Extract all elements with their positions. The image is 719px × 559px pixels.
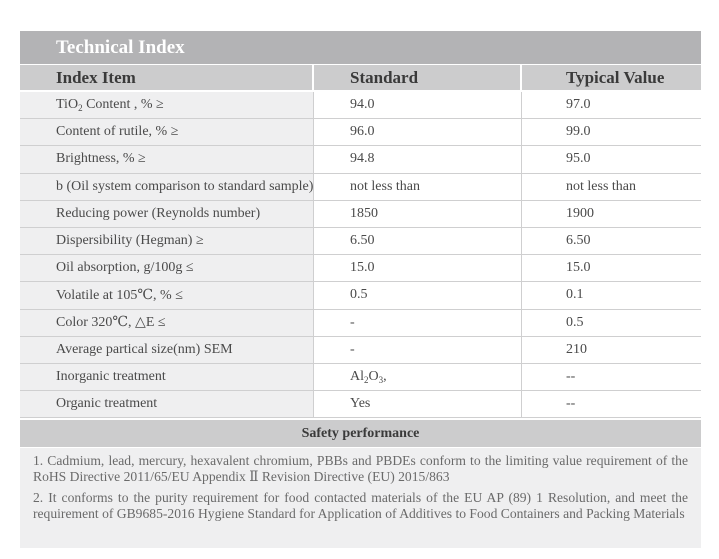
row-item: Color 320℃, △E ≤ (20, 310, 314, 337)
row-typical: 97.0 (522, 92, 701, 119)
table-row (20, 174, 701, 201)
row-typical: 1900 (522, 201, 701, 228)
table-row (20, 364, 701, 391)
row-item: Brightness, % ≥ (20, 146, 314, 173)
row-item: Average partical size(nm) SEM (20, 337, 314, 364)
table-row (20, 228, 701, 255)
row-item: Volatile at 105℃, % ≤ (20, 282, 314, 309)
table-row (20, 282, 701, 309)
row-standard: 94.0 (314, 92, 522, 119)
row-typical: 99.0 (522, 119, 701, 146)
row-standard: not less than (314, 174, 522, 201)
table-header-row (20, 65, 701, 92)
row-item: b (Oil system comparison to standard sample) (20, 174, 314, 201)
row-standard: Yes (314, 391, 522, 418)
safety-notes (20, 448, 701, 548)
table-row (20, 310, 701, 337)
table-row (20, 337, 701, 364)
table-row (20, 119, 701, 146)
row-standard: - (314, 310, 522, 337)
row-item: Oil absorption, g/100g ≤ (20, 255, 314, 282)
technical-index-table (20, 65, 701, 418)
header-standard: Standard (314, 65, 522, 92)
safety-note: 1. Cadmium, lead, mercury, hexavalent chromium, PBBs and PBDEs conform to the limiting value requirement of the RoHS Directive 2011/65/EU Appendix Ⅱ Revision Directive (EU) 2015/863 (33, 453, 688, 484)
row-standard: 0.5 (314, 282, 522, 309)
safety-performance-header: Safety performance (20, 420, 701, 447)
row-typical: 95.0 (522, 146, 701, 173)
technical-index-sheet (20, 31, 701, 548)
row-standard: 15.0 (314, 255, 522, 282)
row-standard: $Al_2O_3$, (314, 364, 522, 391)
header-index-item: Index Item (20, 65, 314, 92)
row-item: TiO$_2$ Content , % ≥ (20, 92, 314, 119)
table-row (20, 201, 701, 228)
row-item: Dispersibility (Hegman) ≥ (20, 228, 314, 255)
row-standard: - (314, 337, 522, 364)
row-standard: 1850 (314, 201, 522, 228)
row-typical: -- (522, 391, 701, 418)
row-typical: 210 (522, 337, 701, 364)
row-standard: 96.0 (314, 119, 522, 146)
safety-note: 2. It conforms to the purity requirement for food contacted materials of the EU AP (89) 1 Resolution, and meet the requirement of GB9685-2016 Hygiene Standard for Application of Additives to Food Containers and Packing Materials (33, 490, 688, 521)
row-item: Content of rutile, % ≥ (20, 119, 314, 146)
row-typical: 0.5 (522, 310, 701, 337)
table-row (20, 255, 701, 282)
row-typical: 0.1 (522, 282, 701, 309)
row-item: Organic treatment (20, 391, 314, 418)
table-row (20, 92, 701, 119)
row-standard: 6.50 (314, 228, 522, 255)
row-item: Reducing power (Reynolds number) (20, 201, 314, 228)
row-standard: 94.8 (314, 146, 522, 173)
row-typical: 15.0 (522, 255, 701, 282)
table-row (20, 146, 701, 173)
section-title: Technical Index (20, 31, 701, 64)
table-row (20, 391, 701, 418)
row-typical: -- (522, 364, 701, 391)
row-typical: 6.50 (522, 228, 701, 255)
row-typical: not less than (522, 174, 701, 201)
row-item: Inorganic treatment (20, 364, 314, 391)
header-typical-value: Typical Value (522, 65, 701, 92)
